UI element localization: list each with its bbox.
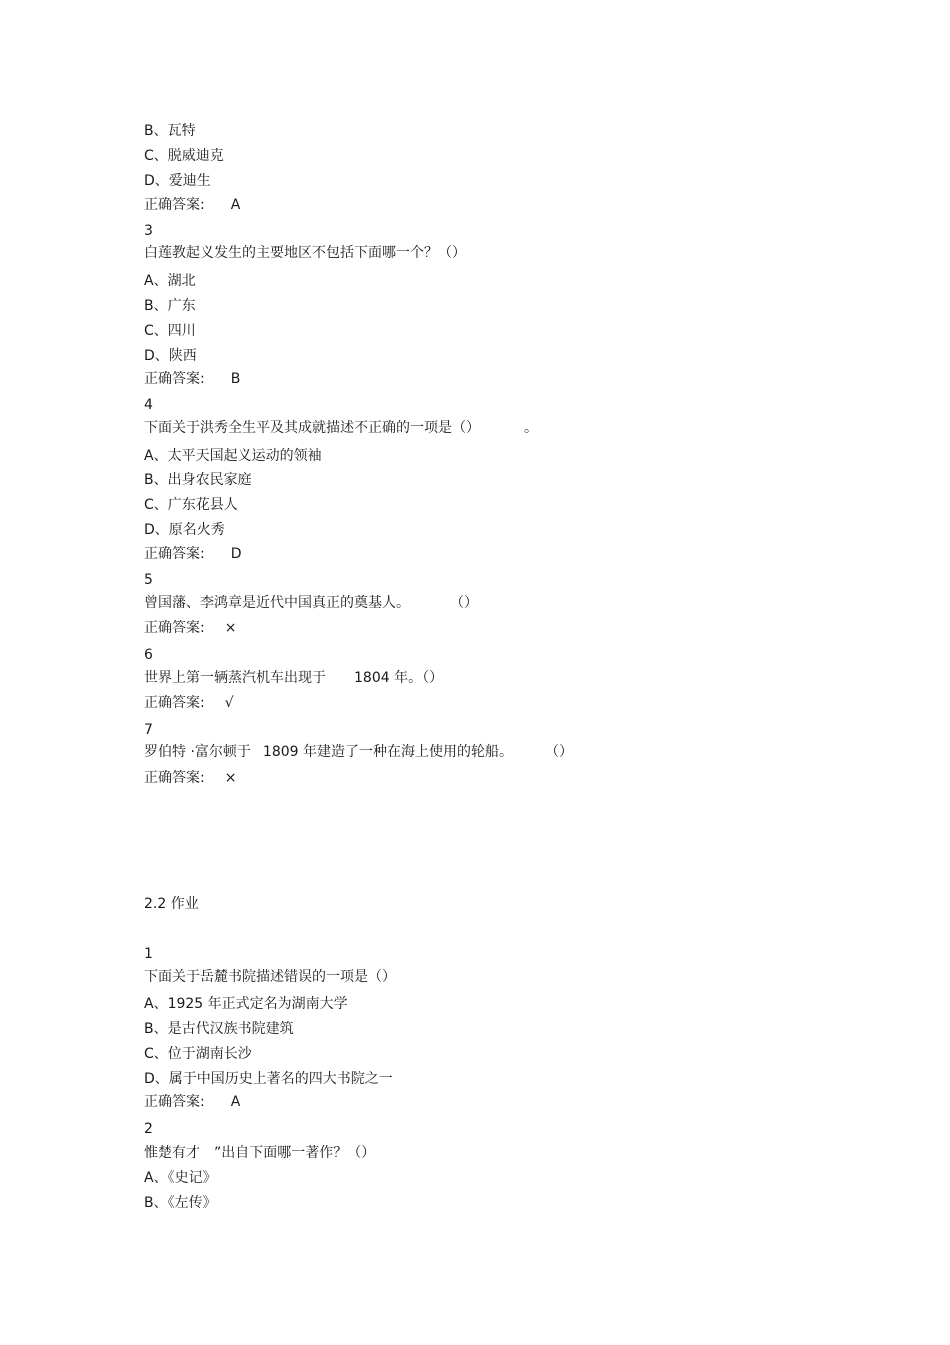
- question-text: [144, 669, 443, 687]
- question-text-part: 1809 年建造了一种在海上使用的轮船。: [262, 744, 513, 760]
- question-text: [144, 743, 573, 761]
- question-text-part: 惟楚有才: [144, 1145, 200, 1161]
- answer-line: [144, 769, 236, 787]
- question-text: 白莲教起义发生的主要地区不包括下面哪一个？（）: [144, 245, 466, 261]
- answer-line: [144, 1093, 240, 1111]
- option: B、是古代汉族书院建筑: [144, 1021, 294, 1037]
- answer-label: 正确答案:: [144, 770, 205, 786]
- section-title: 2.2 作业: [144, 896, 199, 912]
- answer-label: 正确答案:: [144, 546, 205, 562]
- answer-label: 正确答案:: [144, 695, 205, 711]
- question-number: 6: [144, 647, 153, 663]
- answer-value: B: [230, 371, 241, 387]
- answer-line: [144, 370, 240, 388]
- question-text-part: 下面关于洪秀全生平及其成就描述不正确的一项是（）: [144, 420, 480, 436]
- question-text-part: 世界上第一辆蒸汽机车出现于: [144, 670, 326, 686]
- question-number: 7: [144, 722, 153, 738]
- question-number: 2: [144, 1121, 153, 1137]
- answer-label: 正确答案:: [144, 1094, 205, 1110]
- option: C、广东花县人: [144, 497, 238, 513]
- answer-line: [144, 196, 240, 214]
- option: B、瓦特: [144, 123, 196, 139]
- question-text-part: ”出自下面哪一著作？（）: [214, 1145, 376, 1161]
- answer-value: A: [230, 1094, 241, 1110]
- answer-value: A: [230, 197, 241, 213]
- option: A、《史记》: [144, 1170, 217, 1186]
- question-text: [144, 594, 478, 612]
- answer-label: 正确答案:: [144, 620, 205, 636]
- question-text-part: （）: [545, 744, 573, 760]
- answer-value: ×: [224, 770, 237, 786]
- answer-label: 正确答案:: [144, 197, 205, 213]
- question-text-part: 1804 年。（）: [354, 670, 444, 686]
- question-text-part: （）: [450, 595, 478, 611]
- option: A、1925 年正式定名为湖南大学: [144, 996, 348, 1012]
- answer-label: 正确答案:: [144, 371, 205, 387]
- answer-line: [144, 619, 236, 637]
- option: D、陕西: [144, 348, 197, 364]
- option: D、爱迪生: [144, 173, 211, 189]
- question-number: 1: [144, 946, 153, 962]
- question-number: 3: [144, 223, 153, 239]
- question-text-part: 曾国藩、李鸿章是近代中国真正的奠基人。: [144, 595, 410, 611]
- option: B、广东: [144, 298, 196, 314]
- question-text: [144, 1144, 375, 1162]
- answer-value: ×: [224, 620, 237, 636]
- answer-value: D: [230, 546, 242, 562]
- question-number: 5: [144, 572, 153, 588]
- question-text-part: 。: [524, 420, 538, 436]
- option: D、原名火秀: [144, 522, 225, 538]
- question-text: 下面关于岳麓书院描述错误的一项是（）: [144, 969, 396, 985]
- option: A、湖北: [144, 273, 196, 289]
- option: B、出身农民家庭: [144, 472, 252, 488]
- question-text: [144, 419, 538, 437]
- question-text-part: 罗伯特 ·富尔顿于: [144, 744, 251, 760]
- option: C、四川: [144, 323, 196, 339]
- answer-line: [144, 694, 234, 712]
- answer-line: [144, 545, 242, 563]
- option: B、《左传》: [144, 1195, 217, 1211]
- option: C、脱威迪克: [144, 148, 224, 164]
- answer-value: √: [224, 695, 234, 711]
- option: C、位于湖南长沙: [144, 1046, 252, 1062]
- option: A、太平天国起义运动的领袖: [144, 448, 322, 464]
- question-number: 4: [144, 397, 153, 413]
- option: D、属于中国历史上著名的四大书院之一: [144, 1071, 393, 1087]
